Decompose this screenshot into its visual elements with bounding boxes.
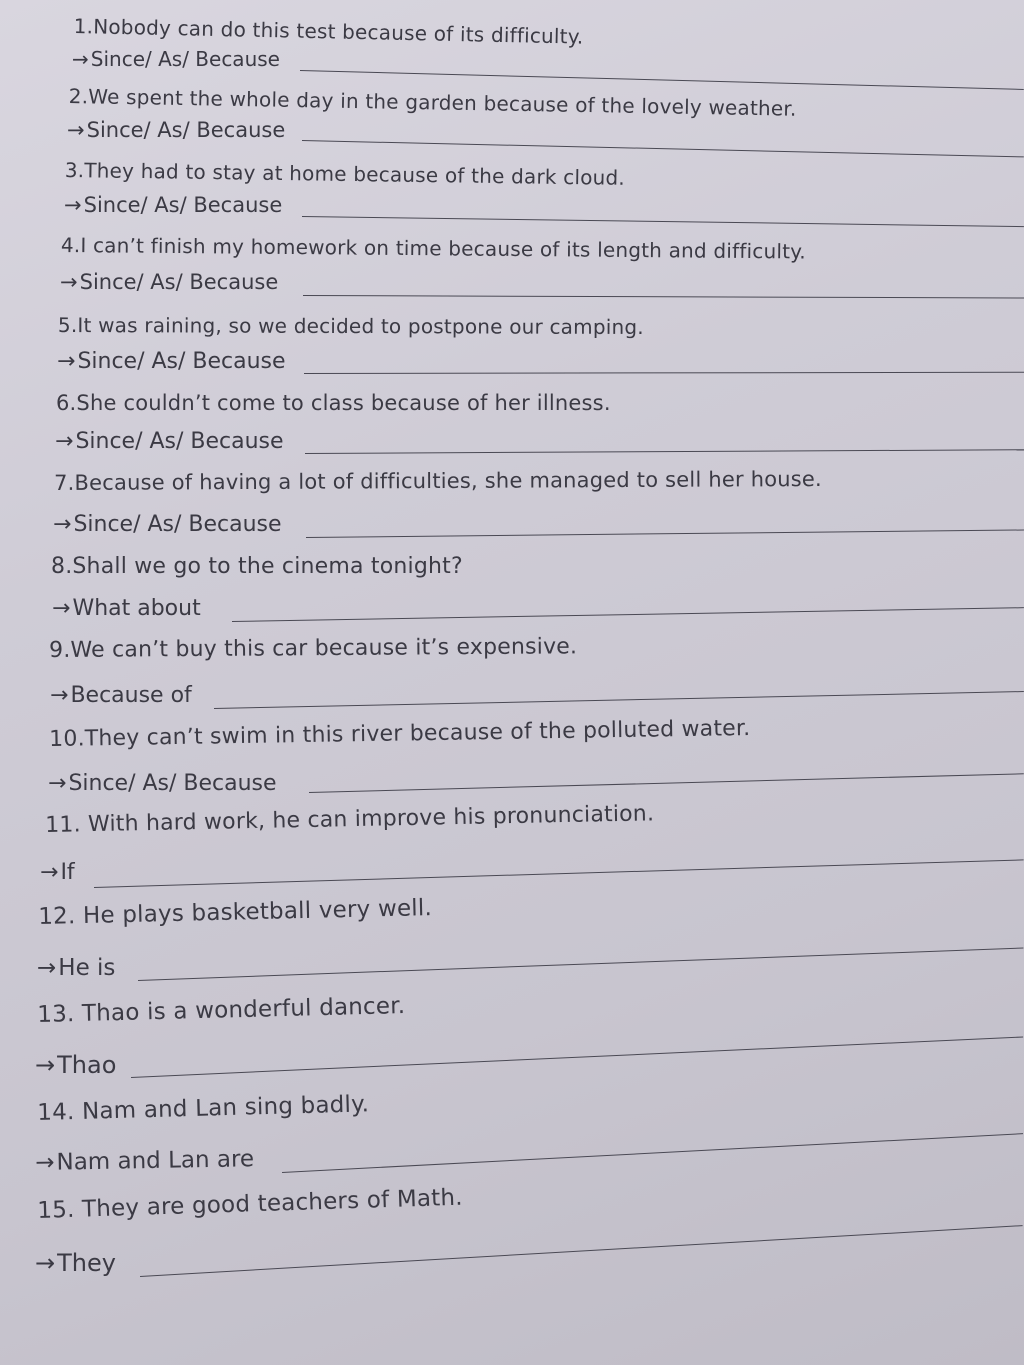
answer-prompt-text: Since/ As/ Because: [86, 118, 286, 142]
question-5: 5.It was raining, so we decided to postpone our camping.: [57, 313, 644, 340]
question-10: 10.They can’t swim in this river because of the polluted water.: [49, 715, 751, 752]
arrow-icon: →: [48, 771, 67, 796]
answer-line-2[interactable]: [302, 140, 1024, 157]
arrow-icon: →: [50, 683, 69, 708]
arrow-icon: →: [35, 1149, 55, 1176]
question-6: 6.She couldn’t come to class because of her illness.: [56, 391, 611, 415]
arrow-icon: →: [64, 193, 82, 217]
arrow-icon: →: [55, 429, 74, 454]
arrow-icon: →: [52, 596, 71, 621]
question-15: 15. They are good teachers of Math.: [37, 1184, 464, 1224]
answer-prompt-4: [60, 270, 278, 294]
answer-prompt-6: [55, 429, 284, 454]
answer-line-13[interactable]: [131, 1036, 1023, 1078]
answer-line-3[interactable]: [302, 216, 1024, 227]
question-4: 4.I can’t finish my homework on time because of its length and difficulty.: [60, 233, 807, 264]
answer-prompt-8: [52, 596, 201, 621]
answer-prompt-text: Nam and Lan are: [56, 1146, 255, 1176]
arrow-icon: →: [53, 512, 72, 537]
arrow-icon: →: [60, 270, 78, 294]
question-11: 11. With hard work, he can improve his pronunciation.: [45, 801, 655, 838]
answer-prompt-3: [64, 193, 282, 217]
answer-prompt-11: [40, 860, 75, 885]
arrow-icon: →: [40, 860, 59, 885]
arrow-icon: →: [35, 1051, 56, 1079]
answer-prompt-2: [67, 118, 285, 142]
answer-line-6[interactable]: [305, 449, 1024, 454]
answer-prompt-text: Since/ As/ Because: [79, 270, 279, 294]
arrow-icon: →: [72, 47, 89, 71]
arrow-icon: →: [57, 349, 76, 374]
answer-prompt-text: Since/ As/ Because: [75, 429, 284, 454]
answer-prompt-13: [35, 1051, 116, 1079]
question-2: 2.We spent the whole day in the garden because of the lovely weather.: [68, 84, 797, 121]
answer-prompt-text: Since/ As/ Because: [68, 771, 277, 796]
answer-line-1[interactable]: [300, 70, 1024, 90]
answer-line-8[interactable]: [232, 607, 1024, 622]
answer-line-11[interactable]: [94, 859, 1024, 888]
question-12: 12. He plays basketball very well.: [38, 895, 433, 930]
arrow-icon: →: [37, 955, 57, 981]
answer-prompt-text: Since/ As/ Because: [73, 512, 282, 537]
answer-prompt-text: Thao: [57, 1051, 117, 1079]
arrow-icon: →: [35, 1249, 56, 1277]
answer-prompt-15: [35, 1249, 116, 1277]
answer-prompt-12: [37, 955, 115, 981]
arrow-icon: →: [67, 118, 85, 142]
answer-line-15[interactable]: [140, 1225, 1023, 1277]
answer-prompt-text: Because of: [70, 683, 192, 708]
answer-line-10[interactable]: [309, 773, 1024, 793]
answer-prompt-9: [50, 683, 192, 708]
answer-prompt-text: Since/ As/ Because: [83, 193, 283, 217]
question-13: 13. Thao is a wonderful dancer.: [37, 993, 406, 1028]
answer-prompt-text: What about: [72, 596, 201, 621]
answer-prompt-text: If: [60, 860, 75, 885]
answer-line-12[interactable]: [138, 948, 1023, 981]
answer-prompt-text: He is: [58, 955, 116, 981]
answer-line-9[interactable]: [214, 691, 1024, 709]
answer-prompt-7: [53, 512, 282, 537]
answer-prompt-text: They: [57, 1249, 116, 1277]
question-9: 9.We can’t buy this car because it’s expensive.: [49, 634, 578, 663]
answer-line-14[interactable]: [282, 1133, 1023, 1173]
question-3: 3.They had to stay at home because of the dark cloud.: [64, 158, 626, 190]
answer-prompt-text: Since/ As/ Because: [90, 47, 280, 71]
answer-prompt-5: [57, 349, 286, 374]
question-1: 1.Nobody can do this test because of its difficulty.: [73, 14, 584, 49]
answer-prompt-1: [72, 47, 280, 71]
answer-prompt-text: Since/ As/ Because: [77, 349, 286, 374]
question-14: 14. Nam and Lan sing badly.: [37, 1091, 370, 1126]
question-7: 7.Because of having a lot of difficulties, she managed to sell her house.: [54, 466, 822, 495]
answer-line-4[interactable]: [303, 295, 1024, 299]
answer-prompt-14: [35, 1146, 254, 1176]
answer-line-5[interactable]: [304, 372, 1024, 374]
answer-line-7[interactable]: [306, 529, 1024, 538]
answer-prompt-10: [48, 771, 277, 796]
question-8: 8.Shall we go to the cinema tonight?: [51, 554, 463, 579]
